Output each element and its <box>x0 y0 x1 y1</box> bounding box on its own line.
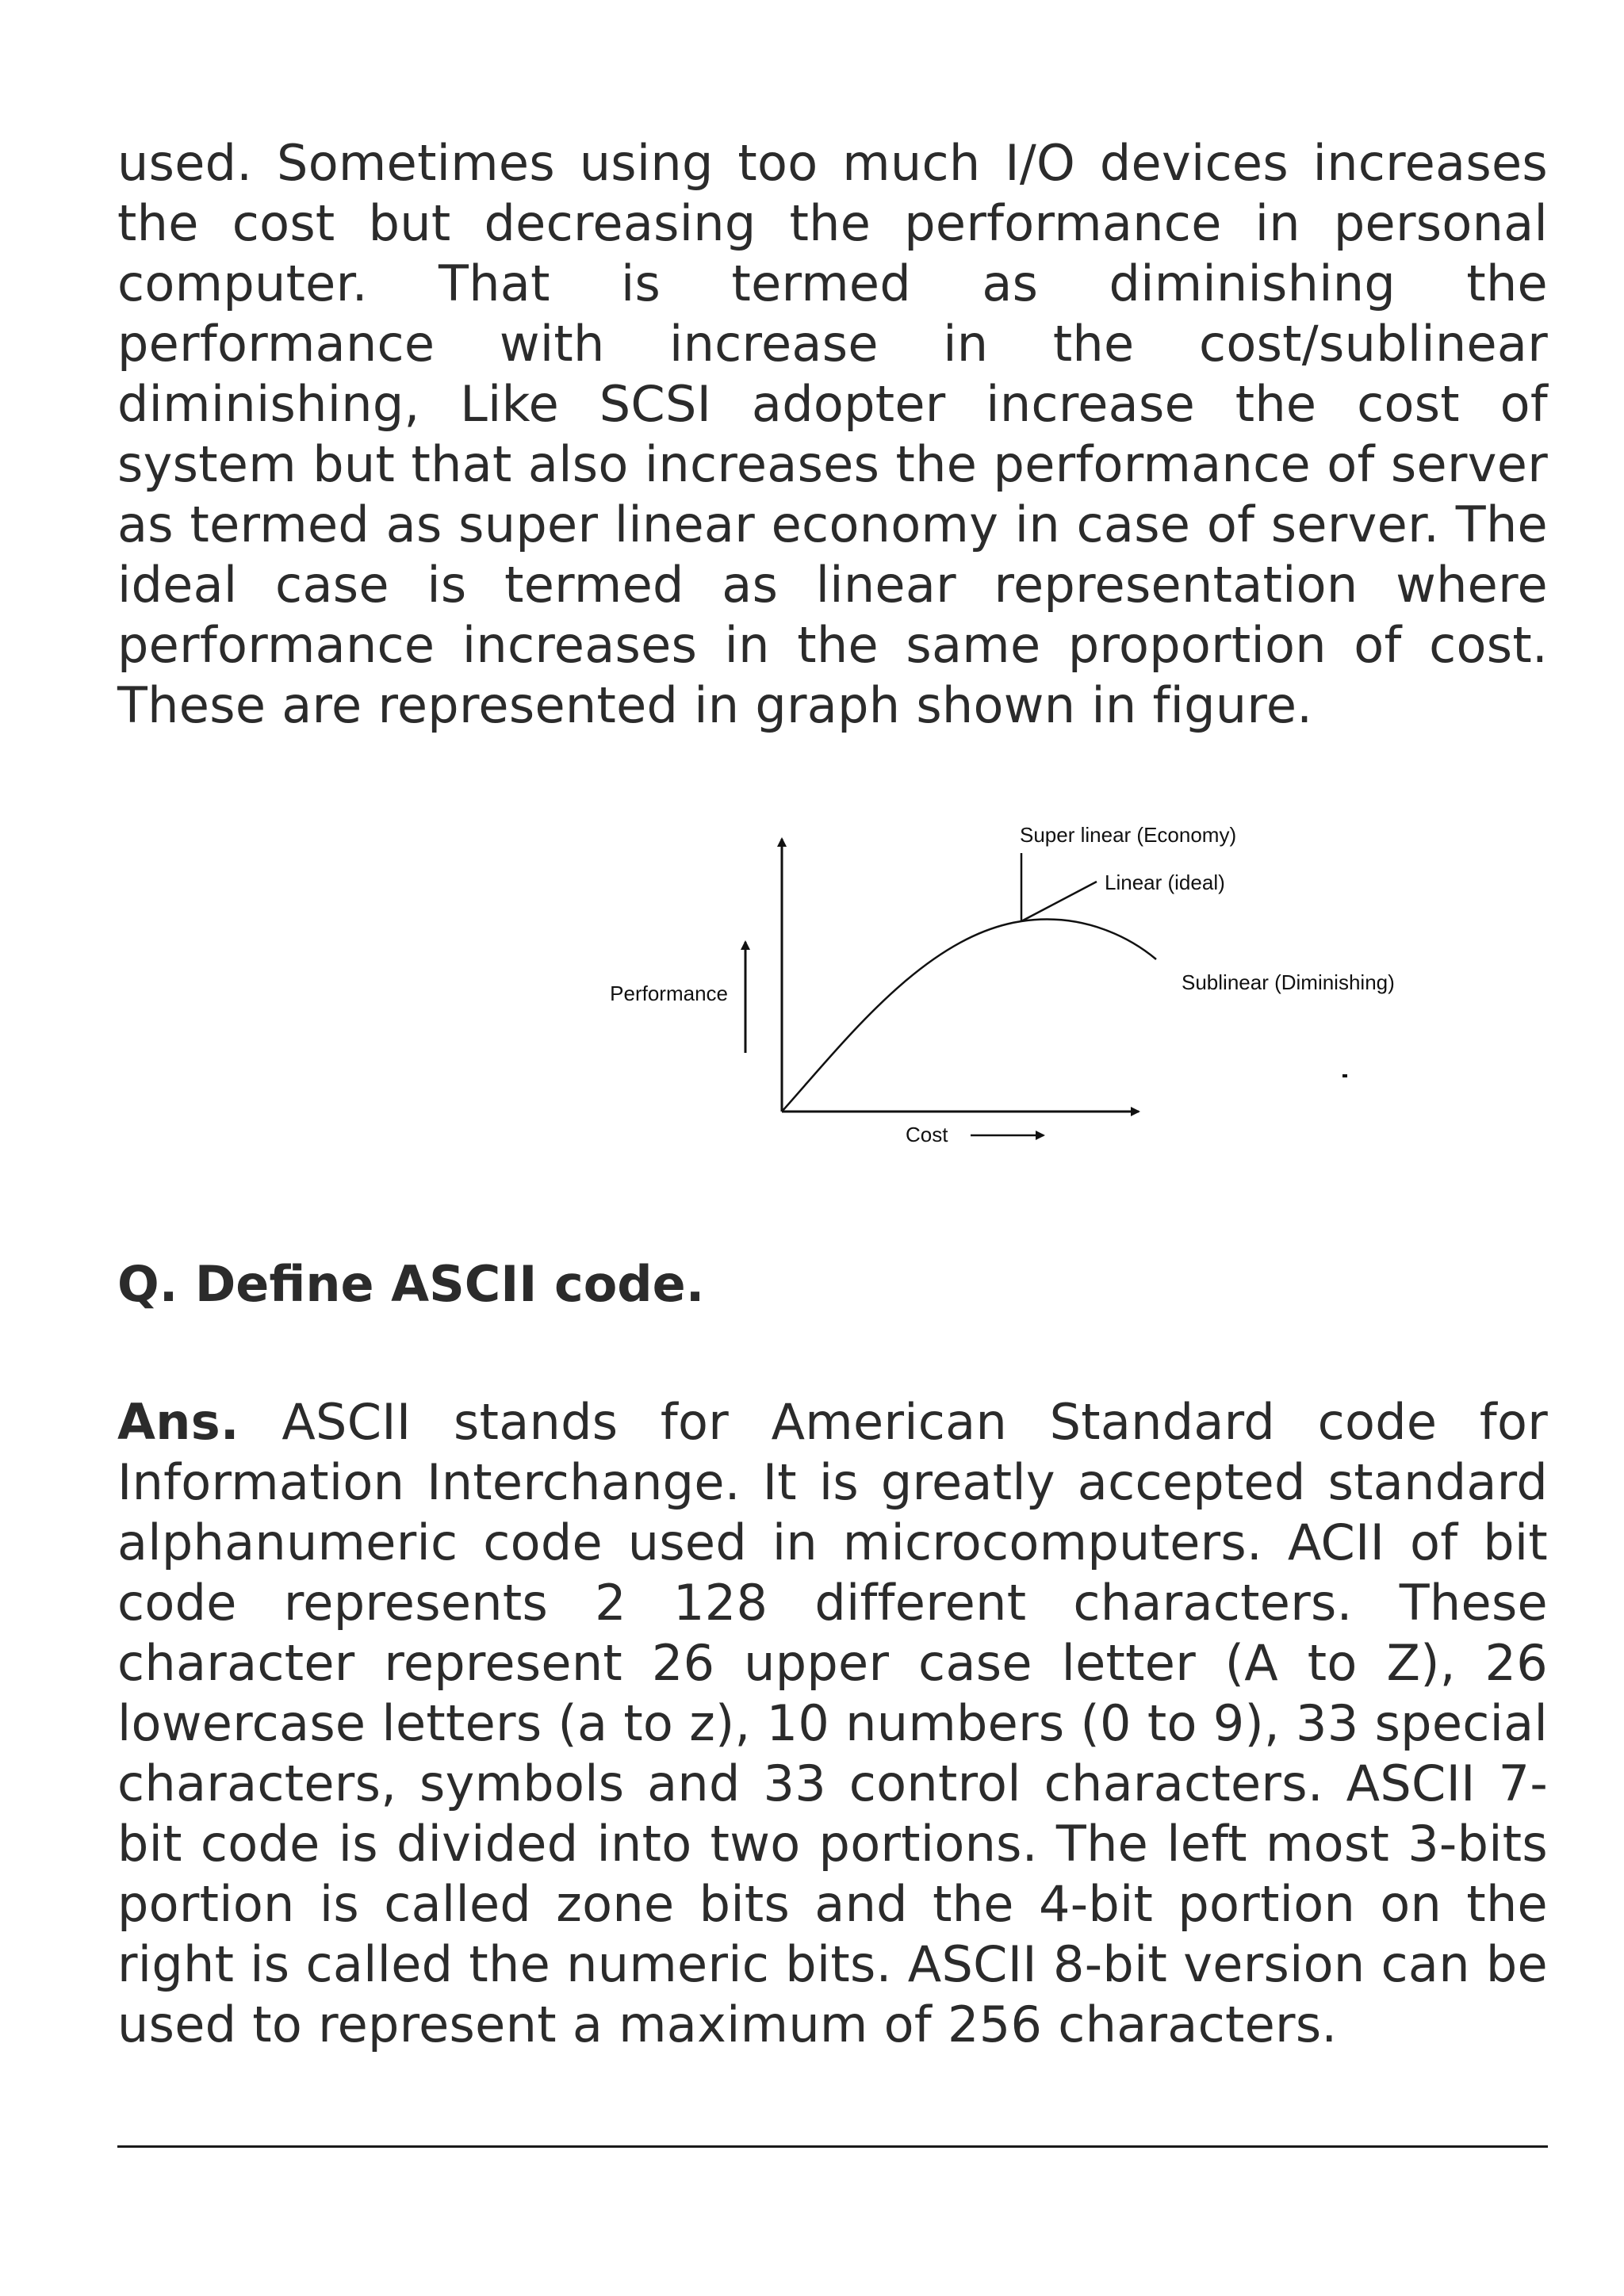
sublinear-curve <box>782 920 1156 1112</box>
answer-label: Ans. <box>117 1393 239 1451</box>
performance-cost-figure <box>577 801 1450 1181</box>
intro-paragraph: used. Sometimes using too much I/O devices increases the cost but decreasing the performance in personal computer. That is termed as diminishing the performance with increase in the cost/sublinear diminishing, Like SCSI adopter increase the cost of system but that also increases the performance of server as termed as super linear economy in case of server. The ideal case is termed as linear representation where performance increases in the same proportion of cost. These are represented in graph shown in figure. <box>117 134 1548 734</box>
sublinear-label: Sublinear (Diminishing) <box>1182 970 1395 994</box>
y-axis-label: Performance <box>610 982 728 1005</box>
answer-paragraph <box>117 1392 1548 2055</box>
linear-line <box>1021 882 1097 921</box>
x-axis-label: Cost <box>906 1123 948 1146</box>
question-heading: Q. Define ASCII code. <box>117 1255 705 1313</box>
super-linear-label: Super linear (Economy) <box>1020 823 1237 847</box>
stray-mark <box>1342 1074 1347 1077</box>
bottom-rule <box>117 2145 1548 2148</box>
answer-text: ASCII stands for American Standard code for Information Interchange. It is greatly accepted standard alphanumeric code used in microcomputers. ACII of bit code represents 2 128 different characters. These character represent 26 upper case letter (A to Z), 26 lowercase letters (a to z), 10 numbers (0 to 9), 33 special characters, symbols and 33 control characters. ASCII 7-bit code is divided into two portions. The left most 3-bits portion is called zone bits and the 4-bit portion on the right is called the numeric bits. ASCII 8-bit version can be used to represent a maximum of 256 characters. <box>117 1393 1548 2053</box>
linear-label: Linear (ideal) <box>1105 871 1225 894</box>
performance-cost-graph <box>577 801 1450 1181</box>
